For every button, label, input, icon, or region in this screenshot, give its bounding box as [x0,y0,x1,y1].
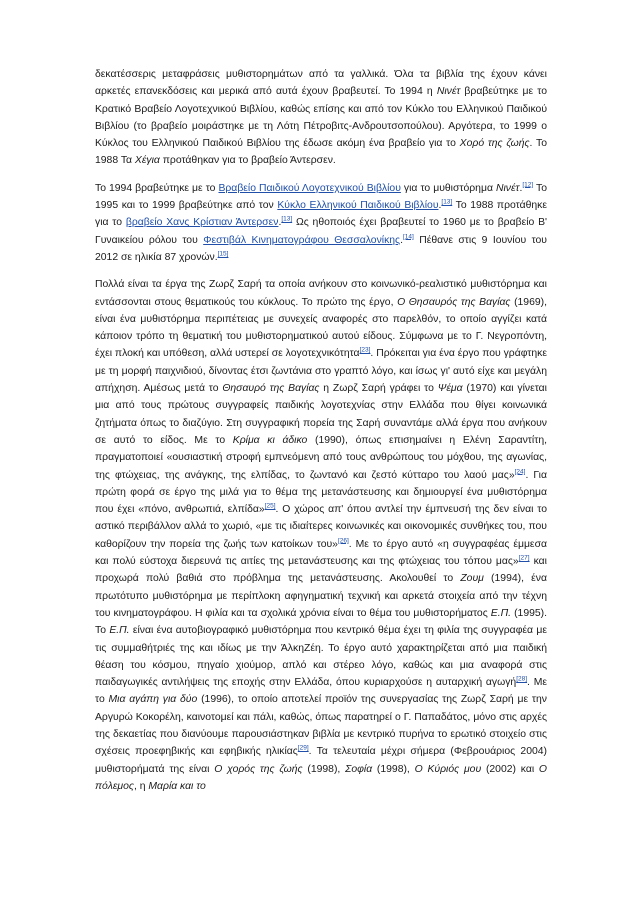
citation-ref [403,233,414,240]
citation-ref [298,745,309,752]
work-title: Χέγια [134,155,160,167]
text-run: Το 1995 και το 1999 βραβεύτηκε από τον [95,182,548,212]
text-run: Πέθανε στις 9 Ιουνίου του 2012 σε ηλικία 87 χρονών. [95,234,547,263]
text-run: είναι ένα αυτοβιογραφικό μυθιστόρημα που κεντρικό θέμα έχει τη φιλία της συγγραφέα με τις συμμαθήτριές της και ιδίως με την ΆλκηΖέη. Το έργο αυτό χαρακτηρίζεται από μια παιδική θέαση του κόσμου, πηγαίο χιούμορ, απλό και στέρεο λόγο, καθώς και μια αναφορά στις παιδαγωγικές αντιλήψεις της εποχής στην Ελλάδα, όπου κυριαρχούσε η αυταρχική αγωγή [95,625,548,689]
text-run: (1998), [302,763,346,775]
text-run: Ως ηθοποιός έχει βραβευτεί το 1960 με το βραβείο Β' Γυναικείου ρόλου του [95,217,548,246]
text-run: (1995). Το [95,607,547,637]
citation-ref [360,347,371,354]
text-run: (1970) και γίνεται μια από τους πρώτους συγγραφείς παιδικής λογοτεχνίας στην Ελλάδα που θίγει κοινωνικά ζητήματα όπως το διαζύγιο. Στη συγγραφική πορεία της Σαρή συναντάμε αλλά έργα που ανήκουν σε αυτό το είδος. Με το [95,383,547,446]
citation-link[interactable]: [13] [281,215,293,223]
text-run: . Για πρώτη φορά σε έργο της μιλά για το θέμα της μετανάστευσης και δημιουργεί ένα μυθιστόρημα που έχει «πόνο, ανθρωπιά, ελπίδα» [95,469,547,516]
text-run: . [400,234,403,246]
work-title: Ζουμ [460,573,484,585]
citation-link[interactable]: [28] [516,675,528,683]
citation-ref [515,468,526,475]
citation-ref [265,503,276,510]
citation-link[interactable]: [14] [402,233,414,241]
work-title: Ο Κύριός μου [414,763,482,775]
citation-link[interactable]: [15] [217,250,229,258]
work-title: Σοφία [345,763,373,775]
text-run: βραβεύτηκε με το Κρατικό Βραβείο Λογοτεχνικού Βιβλίου, καθώς επίσης και από τον Κύκλο του Ελληνικού Παιδικού Βιβλίου (το βραβείο μοιράστηκε με τη Λότη Πέτροβιτς-Ανδρουτσοπούλου). Αργότερα, το 1999 ο Κύκλος του Ελληνικού Παιδικού Βιβλίου της έδωσε ακόμη ένα βραβείο για το [95,86,547,150]
work-title: Νινέτ [436,86,461,98]
work-title: Μια αγάπη για δύο [108,694,198,706]
text-run: . [278,217,282,229]
work-title: Ψέμα [437,383,463,395]
text-run: Το 1994 βραβεύτηκε με το [95,182,219,194]
citation-ref [441,199,452,206]
text-run: , η [133,780,149,792]
text-run: Το 1988 προτάθηκε για το [95,200,547,229]
citation-ref [338,537,349,544]
text-run: Πολλά είναι τα έργα της Ζωρζ Σαρή τα οποία ανήκουν στο κοινωνικό-ρεαλιστικό μυθιστόρημα και εντάσσονται στους θεματικούς του κύκλους. Το πρώτο της έργο, [95,279,547,308]
work-title: Ο χορός της ζωής [214,763,303,775]
text-run: η Ζωρζ Σαρή γράφει το [319,383,438,395]
citation-link[interactable]: [13] [441,198,453,206]
text-run: . Τα τελευταία μέχρι σήμερα (Φεβρουάριος 2004) μυθιστορήματά της είναι [95,746,547,775]
wiki-link[interactable]: βραβείο Χανς Κρίστιαν Άντερσεν [125,217,279,229]
wiki-link[interactable]: Φεστιβάλ Κινηματογράφου Θεσσαλονίκης [203,234,401,246]
citation-ref [519,555,530,562]
text-run: . Ο χώρος απ' όπου αντλεί την έμπνευσή της δεν είναι το αστικό περιβάλλον αλλά το χωριό, «με τις ιδιαίτερες κοινωνικές και οικονομικές συνθήκες του, που καθορίζουν την πορεία της ζωής των κατοίκων του» [95,504,548,550]
citation-link[interactable]: [24] [514,468,526,476]
citation-ref [218,251,229,258]
work-title: Χορό της ζωής [459,138,530,150]
citation-link[interactable]: [12] [522,181,534,189]
citation-link[interactable]: [26] [337,537,349,545]
paragraph-awards-intro [95,66,547,170]
text-run: (1996), το οποίο αποτελεί προϊόν της συνεργασίας της Ζωρζ Σαρή με την Αργυρώ Κοκορέλη, καινοτομεί και πάλι, καθώς, όπως παρατηρεί ο Γ. Παπαδάτος, μόνο στις αρχές της δεκαετίας που διανύουμε παρουσιάστηκαν βιβλία με κεντρικό πυρήνα το ερωτικό στοιχείο στις σχέσεις προεφηβικής και εφηβικής ηλικίας [95,694,547,758]
text-run: . Με το [95,677,547,706]
work-title: Ο πόλεμος [95,763,548,792]
work-title: Μαρία και το [148,780,206,792]
citation-link[interactable]: [29] [297,744,309,752]
work-title: Ε.Π. [109,625,130,637]
text-run: (1994), ένα πρωτότυπο μυθιστόρημα με περίπλοκη αφηγηματική τεχνική και αρκετά στοιχεία από την τέχνη του κινηματογράφου. Η φιλία και τα σχολικά χρόνια είναι το θέμα του μυθιστορήματος [95,573,547,619]
work-title: Θησαυρό της Βαγίας [222,383,320,395]
text-run: . Με το έργο αυτό «η συγγραφέας έμμεσα και πολύ εύστοχα διερευνά τις αιτίες της μετανάστευσης και της φτώχειας του τόπου μας» [95,538,547,568]
citation-link[interactable]: [27] [518,554,530,562]
text-run: δεκατέσσερις μεταφράσεις μυθιστορημάτων από τα γαλλικά. Όλα τα βιβλία της έχουν κάνει αρκετές επανεκδόσεις και μερικά από αυτά έχουν βραβευτεί. Το 1994 η [95,69,547,98]
text-run: (1969), είναι ένα μυθιστόρημα περιπέτειας με συνεχείς αναφορές στο παρελθόν, το οποίο αγγίζει κατά κάποιον τρόπο τη θεματική του μυθιστορηματικού αυτού είδους. Σύμφωνα με το Γ. Νεγροπόντη, έχει πλοκή και υπόθεση, αλλά υστερεί σε λογοτεχνικότητα [95,296,547,360]
work-title: Νινέτ [495,182,520,194]
text-run: . Το 1988 Τα [95,138,547,167]
citation-ref [281,216,292,223]
text-run: (1998), [372,763,415,775]
text-run: για το μυθιστόρημα [400,182,496,194]
wiki-link[interactable]: Βραβείο Παιδικού Λογοτεχνικού Βιβλίου [218,182,401,194]
text-run: και προχωρά πολύ βαθιά στο πρόβλημα της μετανάστευσης. Ακολουθεί το [95,556,547,585]
work-title: Ο Θησαυρός της Βαγίας [397,296,511,308]
citation-ref [516,676,527,683]
citation-link[interactable]: [23] [359,346,371,354]
text-run: . [438,200,442,212]
work-title: Ε.Π. [490,607,512,619]
text-run: . Πρόκειται για ένα έργο που γράφτηκε με τη μορφή παιχνιδιού, δίνοντας έτσι ζωντάνια στο γραπτό λόγο, και ίσως γι' αυτό είχε και μεγάλη απήχηση. Αμέσως μετά το [95,348,547,395]
text-run: προτάθηκαν για το βραβείο Άντερσεν. [159,155,336,167]
text-run: (1990), όπως επισημαίνει η Ελένη Σαραντίτη, πραγματοποιεί «ουσιαστική στροφή εμπνεόμενη από τους ανθρώπους του μόχθου, της αγωνίας, της φτώχειας, της ανάγκης, της ελπίδας, το ζωντανό και ζεστό κύτταρο του λαού μας» [95,434,547,481]
text-run: (2002) και [481,763,539,775]
work-title: Κρίμα κι άδικο [232,434,308,446]
text-run: . [519,182,523,194]
wiki-link[interactable]: Κύκλο Ελληνικού Παιδικού Βιβλίου [277,200,439,212]
paragraph-awards-list [95,180,547,266]
document-body [95,66,547,803]
citation-link[interactable]: [25] [264,502,276,510]
paragraph-works [95,276,547,795]
citation-ref [522,181,533,188]
